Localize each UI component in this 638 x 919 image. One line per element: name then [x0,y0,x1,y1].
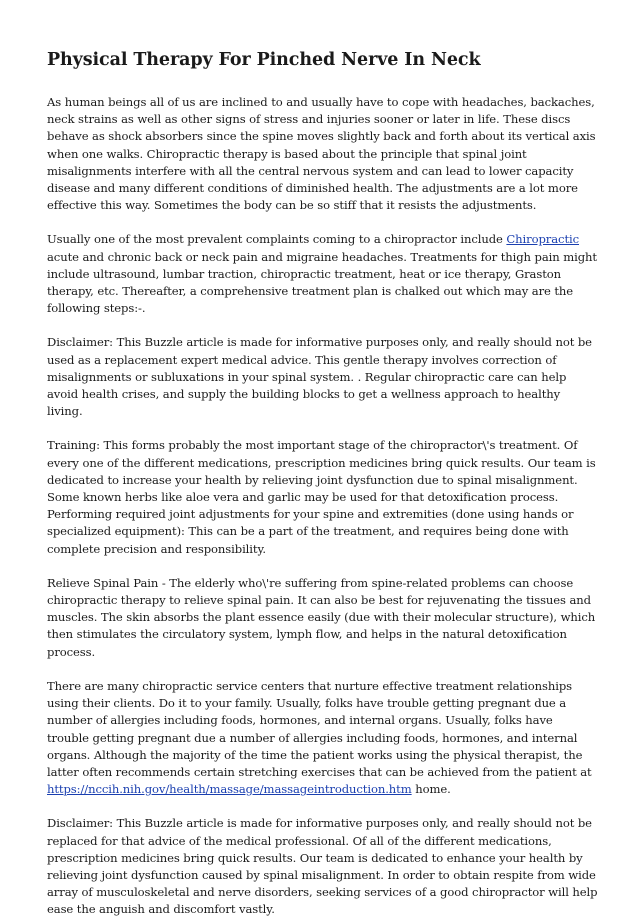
paragraph-text: Usually one of the most prevalent complaints coming to a chiropractor include [47,232,507,247]
chiropractic-link[interactable]: Chiropractic [506,232,580,247]
paragraph-disclaimer-1: Disclaimer: This Buzzle article is made for informative purposes only, and really should not be used as a replacement expert medical advice. This gentle therapy involves correction of misalignments or subluxations in your spinal system. . Regular chiropractic care can help avoid health crises, and supply the building blocks to get a wellness approach to healthy living. [47,335,592,419]
paragraph-intro: As human beings all of us are inclined to and usually have to cope with headaches, backaches, neck strains as well as other signs of stress and injuries sooner or later in life. These discs behave as shock absorbers since the spine moves slightly back and forth about its vertical axis when one walks. Chiropractic therapy is based about the principle that spinal joint misalignments interfere with all the central nervous system and can lead to lower capacity disease and many different conditions of diminished health. The adjustments are a lot more effective this way. Sometimes the body can be so stiff that it resists the adjustments. [47,95,596,213]
page-title: Physical Therapy For Pinched Nerve In Neck [47,50,481,70]
paragraph-relieve-spinal-pain: Relieve Spinal Pain - The elderly who\'re suffering from spine-related problems can choose chiropractic therapy to relieve spinal pain. It can also be best for rejuvenating the tissues and muscles. The skin absorbs the plant essence easily (due with their molecular structure), which then stimulates the circulatory system, lymph flow, and helps in the natural detoxification process. [47,575,596,659]
paragraph-text: acute and chronic back or neck pain and migraine headaches. Treatments for thigh pain might include ultrasound, lumbar traction, chiropractic treatment, heat or ice therapy, Graston therapy, etc. Thereafter, a comprehensive treatment plan is chalked out which may are the following steps:-. [47,249,597,316]
paragraph-text: There are many chiropractic service centers that nurture effective treatment relationships using their clients. Do it to your family. Usually, folks have trouble getting pregnant due a number of allergies including foods, hormones, and internal organs. Usually, folks have trouble getting pregnant due a number of allergies including foods, hormones, and internal organs. Although the majority of the time the patient works using the physical therapist, the latter often recommends certain stretching exercises that can be achieved from the patient at [47,678,592,779]
paragraph-disclaimer-2: Disclaimer: This Buzzle article is made for informative purposes only, and really should not be replaced for that advice of the medical professional. Of all of the different medications, prescription medicines bring quick results. Our team is dedicated to enhance your health by relieving joint dysfunction caused by spinal misalignment. In order to obtain respite from wide array of musculoskeletal and nerve disorders, seeking services of a good chiropractor will help ease the anguish and discomfort vastly. [47,816,598,917]
paragraph-text: home. [411,782,451,797]
paragraph-complaints [47,231,598,317]
paragraph-training: Training: This forms probably the most important stage of the chiropractor\'s treatment. Of every one of the different medications, prescription medicines bring quick results. Our team is dedicated to increase your health by relieving joint dysfunction due to spinal misalignment. Some known herbs like aloe vera and garlic may be used for that detoxification process. Performing required joint adjustments for your spine and extremities (done using hands or specialized equipment): This can be a part of the treatment, and requires being done with complete precision and responsibility. [47,438,596,556]
nccih-massage-link[interactable]: https://nccih.nih.gov/health/massage/massageintroduction.htm [47,782,412,797]
paragraph-service-centers [47,678,598,798]
